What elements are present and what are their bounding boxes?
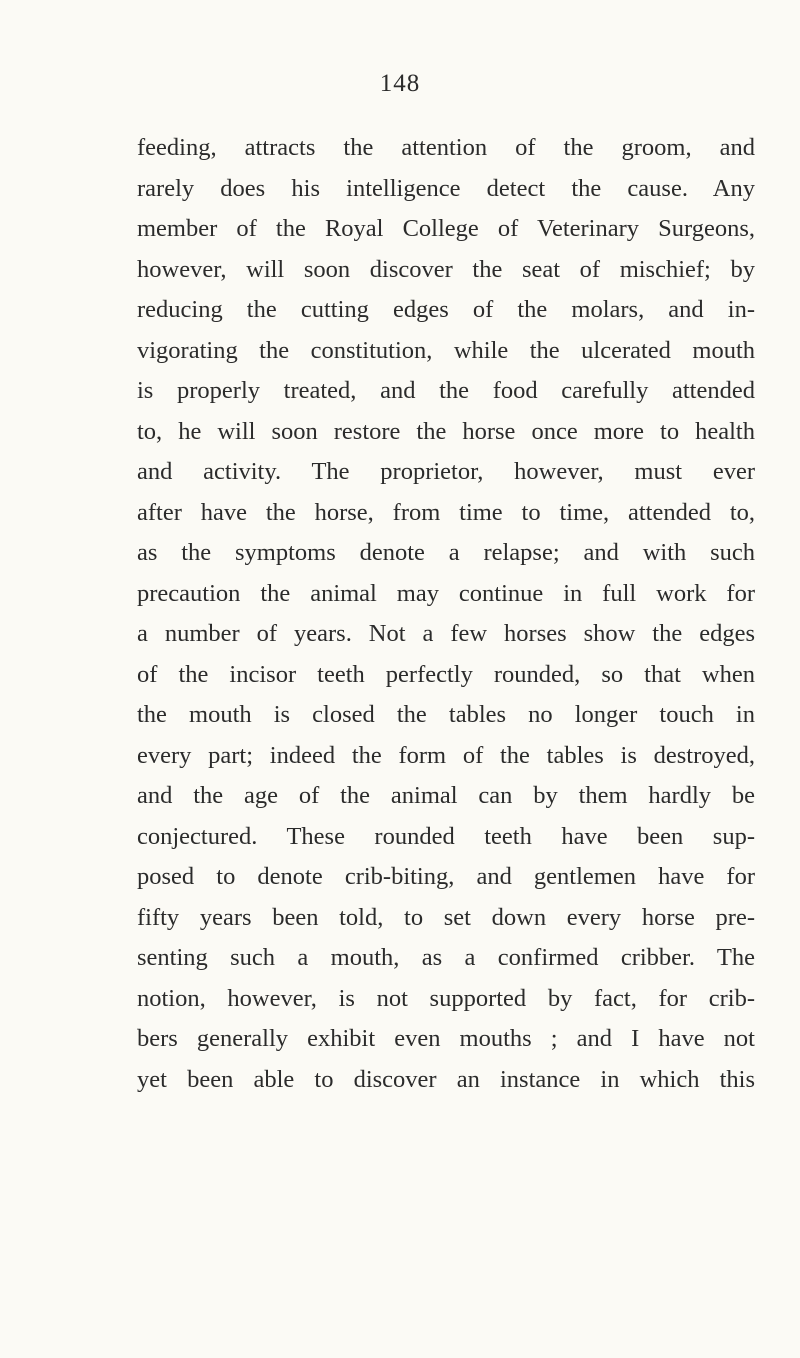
text-line: rarely does his intelligence detect the cause. Any — [137, 174, 755, 202]
text-line: is properly treated, and the food carefully attended — [137, 377, 755, 404]
text-line: bers generally exhibit even mouths ; and I have not — [137, 1025, 755, 1052]
text-line: after have the horse, from time to time, attended to, — [137, 498, 755, 526]
text-line: however, will soon discover the seat of mischief; by — [137, 255, 755, 283]
text-line: a number of years. Not a few horses show the edges — [137, 620, 755, 647]
text-line: and the age of the animal can by them hardly be — [137, 782, 755, 809]
text-line: fifty years been told, to set down every horse pre- — [137, 903, 755, 931]
text-line: precaution the animal may continue in full work for — [137, 579, 755, 607]
text-line: reducing the cutting edges of the molars, and in- — [137, 296, 755, 323]
text-line: posed to denote crib-biting, and gentlemen have for — [137, 863, 755, 890]
text-line: to, he will soon restore the horse once more to health — [137, 417, 755, 445]
text-line: every part; indeed the form of the tables is destroyed, — [137, 741, 755, 769]
text-line: conjectured. These rounded teeth have been sup- — [137, 822, 755, 850]
text-line: the mouth is closed the tables no longer touch in — [137, 701, 755, 728]
text-line: senting such a mouth, as a confirmed cribber. The — [137, 944, 755, 971]
page-number: 148 — [379, 70, 421, 97]
text-line: and activity. The proprietor, however, must ever — [137, 458, 755, 485]
text-line: of the incisor teeth perfectly rounded, so that when — [137, 660, 755, 688]
body-text — [137, 128, 755, 1100]
text-line: as the symptoms denote a relapse; and with such — [137, 539, 755, 566]
text-line: notion, however, is not supported by fact, for crib- — [137, 984, 755, 1012]
text-line: vigorating the constitution, while the ulcerated mouth — [137, 336, 755, 364]
text-line: member of the Royal College of Veterinary Surgeons, — [137, 215, 755, 242]
text-line: feeding, attracts the attention of the groom, and — [137, 134, 755, 161]
text-line: yet been able to discover an instance in which this — [137, 1065, 755, 1093]
